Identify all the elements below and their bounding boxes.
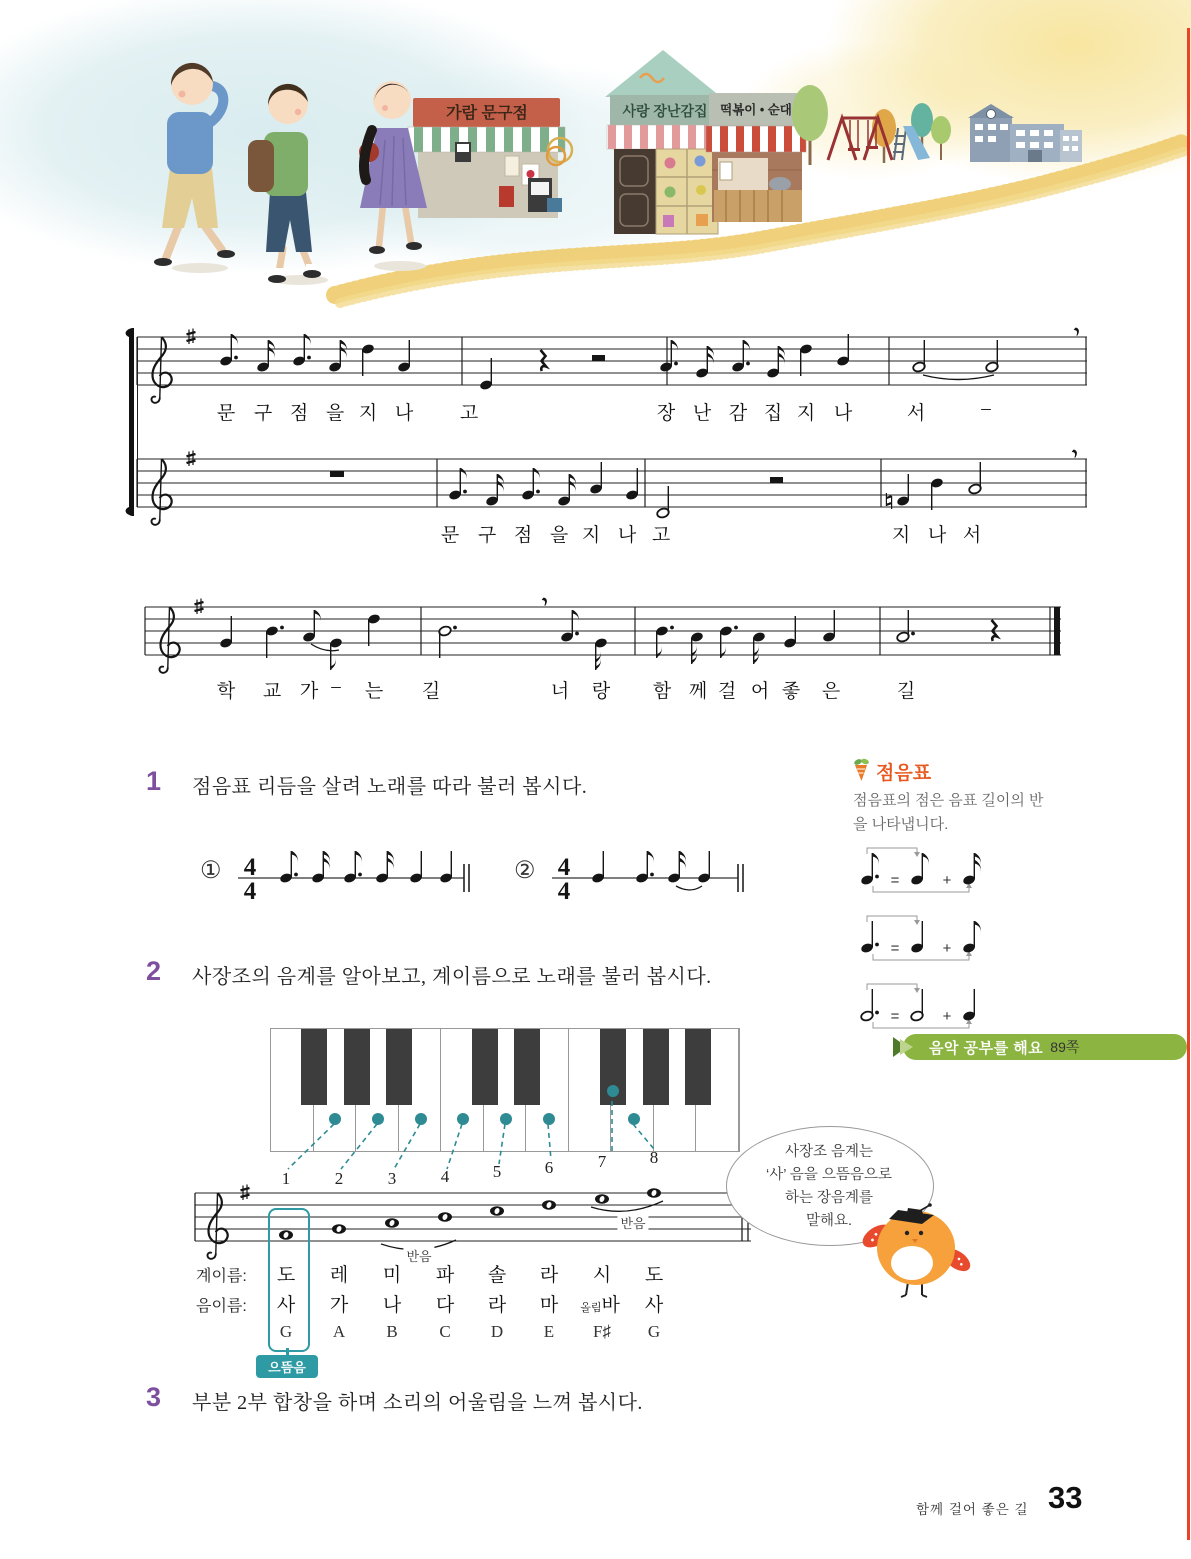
- lyric-syllable: 나: [927, 525, 947, 546]
- exercise-1-text: 점음표 리듬을 살려 노래를 따라 불러 봅시다.: [192, 776, 588, 798]
- scale-number: 8: [649, 1148, 659, 1167]
- lyric-syllable: 문: [216, 403, 236, 424]
- svg-text:+: +: [942, 872, 952, 889]
- pitch-name-cell: 다: [435, 1295, 455, 1316]
- lyric-syllable: 길: [421, 681, 441, 702]
- voice2-staff: [137, 452, 1088, 527]
- lyric-syllable: 교: [262, 681, 282, 702]
- dotted-note-equation-2: [853, 910, 1013, 970]
- lyric-syllable: 서: [906, 403, 926, 424]
- speech-line: 사장조 음계는: [784, 1144, 874, 1160]
- pitch-name-cell: 사: [644, 1295, 664, 1316]
- lyric-syllable: 서: [962, 525, 982, 546]
- svg-text:4: 4: [243, 878, 257, 905]
- svg-text:=: =: [890, 1008, 900, 1025]
- lyric-syllable: 가: [299, 681, 319, 702]
- svg-text:=: =: [890, 872, 900, 889]
- rhythm-pattern-1: [238, 842, 478, 905]
- lyric-syllable: 어: [750, 681, 770, 702]
- lyric-syllable: 나: [833, 403, 853, 424]
- circled-1: ①: [200, 858, 222, 884]
- scale-number: 6: [544, 1158, 554, 1177]
- snack-shop: [706, 93, 806, 222]
- halfstep-label: 반음: [403, 1246, 434, 1265]
- lyric-syllable: 나: [617, 525, 637, 546]
- lyric-syllable: 장: [656, 403, 676, 424]
- dotted-note-equation-1: [853, 842, 1013, 902]
- pitch-name-main: 바: [601, 1295, 620, 1316]
- speech-line: 말해요.: [805, 1213, 853, 1229]
- svg-text:4: 4: [557, 878, 571, 905]
- voice1-staff: [137, 330, 1088, 405]
- lyric-syllable: 난: [692, 403, 712, 424]
- lyric-syllable: 을: [325, 403, 345, 424]
- solfege-cell: 도: [276, 1265, 296, 1286]
- letter-cell: C: [439, 1322, 451, 1341]
- melody-staff: [145, 600, 1065, 675]
- lyric-syllable: 나: [394, 403, 414, 424]
- speech-line: ‘사’ 음을 으뜸음으로: [765, 1167, 893, 1183]
- pitch-name-cell: 라: [487, 1295, 507, 1316]
- footer-song-title: 함께 걸어 좋은 길: [916, 1502, 1029, 1517]
- letter-cell: D: [490, 1322, 504, 1341]
- speech-line: 하는 장음계를: [784, 1190, 874, 1206]
- scale-number: 4: [440, 1167, 450, 1186]
- top-illustration: [0, 0, 1191, 310]
- lyric-syllable: 학: [216, 681, 236, 702]
- page-number: 33: [1048, 1480, 1083, 1515]
- halfstep-label: 반음: [617, 1213, 648, 1232]
- svg-text:+: +: [942, 940, 952, 957]
- exercise-1-number: 1: [146, 766, 162, 796]
- lyric-syllable: 을: [549, 525, 569, 546]
- exercise-3-number: 3: [146, 1382, 162, 1412]
- lyric-syllable: 고: [459, 403, 479, 424]
- stationery-shop: [408, 98, 572, 218]
- study-link-label: 음악 공부를 해요: [929, 1039, 1044, 1057]
- lyric-syllable: 지: [891, 525, 911, 546]
- study-link-badge: [903, 1034, 1187, 1060]
- exercise-2-text: 사장조의 음계를 알아보고, 계이름으로 노래를 불러 봅시다.: [192, 966, 712, 988]
- pitch-name-cell: [580, 1290, 620, 1317]
- toy-shop-sign: 사랑 장난감집: [622, 103, 708, 119]
- letter-cell: F♯: [593, 1322, 611, 1341]
- scale-number: 3: [387, 1169, 397, 1188]
- letter-cell: G: [647, 1322, 661, 1341]
- tonic-badge: [256, 1355, 318, 1378]
- svg-text:4: 4: [243, 854, 257, 881]
- circled-2: ②: [514, 858, 536, 884]
- carrot-icon: [851, 757, 871, 783]
- lyric-syllable: 감: [728, 403, 748, 424]
- lyric-syllable: 점: [289, 403, 309, 424]
- lyric-syllable: 지: [581, 525, 601, 546]
- lyric-syllable: 께: [688, 681, 708, 702]
- lyric-syllable: 함: [652, 681, 672, 702]
- solfege-cell: 시: [592, 1265, 612, 1286]
- tip-body-line1: 점음표의 점은 음표 길이의 반: [853, 792, 1044, 809]
- pitch-name-row-label: 음이름:: [196, 1298, 247, 1315]
- system-bracket: [120, 324, 136, 520]
- solfege-row-label: 계이름:: [196, 1268, 247, 1285]
- solfege-cell: 미: [382, 1265, 402, 1286]
- letter-cell: E: [543, 1322, 555, 1341]
- scale-number: 2: [334, 1169, 344, 1188]
- svg-text:=: =: [890, 940, 900, 957]
- stationery-shop-sign: 가람 문구점: [446, 105, 528, 122]
- lyric-syllable: 집: [763, 403, 783, 424]
- tonic-label: 으뜸음: [268, 1360, 306, 1375]
- svg-text:4: 4: [557, 854, 571, 881]
- snack-shop-sign: 떡볶이 • 순대: [720, 103, 792, 117]
- letter-cell: B: [386, 1322, 398, 1341]
- lyric-syllable: 은: [821, 681, 841, 702]
- dot-connector-lines: [260, 1020, 740, 1185]
- svg-text:+: +: [942, 1008, 952, 1025]
- solfege-cell: 라: [539, 1265, 559, 1286]
- lyric-syllable: 너: [550, 681, 570, 702]
- page-edge-line: [1187, 28, 1190, 1540]
- pitch-name-cell: 나: [382, 1295, 402, 1316]
- lyric-syllable: –: [981, 398, 991, 419]
- pitch-name-prefix: 올림: [580, 1302, 602, 1314]
- lyric-syllable: 점: [513, 525, 533, 546]
- tip-body-line2: 을 나타냅니다.: [853, 816, 949, 833]
- exercise-2-number: 2: [146, 956, 162, 986]
- study-link-page: 89쪽: [1050, 1039, 1080, 1055]
- solfege-cell: 솔: [487, 1265, 507, 1286]
- rhythm-pattern-2: [552, 842, 752, 905]
- letter-cell: A: [332, 1322, 346, 1341]
- pitch-name-cell: 가: [329, 1295, 349, 1316]
- lyric-syllable: 지: [358, 403, 378, 424]
- lyric-syllable: 구: [253, 403, 273, 424]
- dotted-note-equation-3: [853, 978, 1013, 1038]
- play-arrow-icon: [891, 1037, 915, 1057]
- lyric-syllable: 길: [896, 681, 916, 702]
- solfege-cell: 도: [644, 1265, 664, 1286]
- pitch-name-cell: 사: [276, 1295, 296, 1316]
- solfege-cell: 레: [329, 1265, 349, 1286]
- letter-cell: G: [279, 1322, 293, 1341]
- solfege-cell: 파: [435, 1265, 455, 1286]
- bird-character: [864, 1196, 970, 1298]
- lyric-syllable: 문: [440, 525, 460, 546]
- lyric-syllable: 걸: [717, 681, 737, 702]
- lyric-syllable: 좋: [781, 681, 801, 702]
- lyric-syllable: 고: [651, 525, 671, 546]
- scale-number: 7: [597, 1152, 607, 1171]
- lyric-syllable: 는: [364, 681, 384, 702]
- lyric-syllable: –: [331, 676, 341, 697]
- lyric-syllable: 지: [796, 403, 816, 424]
- exercise-3-text: 부분 2부 합창을 하며 소리의 어울림을 느껴 봅시다.: [192, 1392, 643, 1414]
- lyric-syllable: 랑: [591, 681, 611, 702]
- pitch-name-cell: 마: [539, 1295, 559, 1316]
- lyric-syllable: 구: [477, 525, 497, 546]
- tip-title: 점음표: [876, 763, 932, 784]
- scale-number: 1: [281, 1169, 291, 1188]
- scale-number: 5: [492, 1162, 502, 1181]
